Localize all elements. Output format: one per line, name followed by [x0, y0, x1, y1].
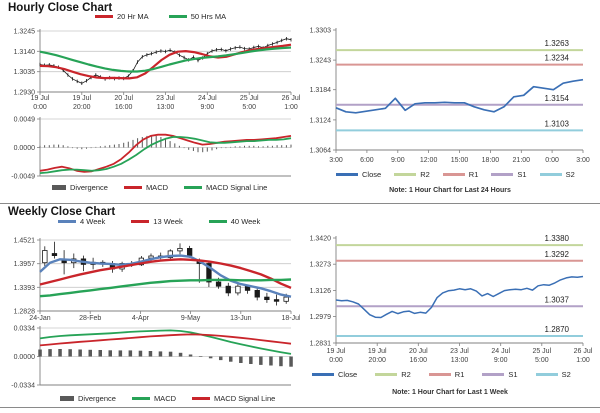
legend-label: MACD Signal Line [206, 183, 268, 192]
legend-swatch [394, 173, 416, 176]
svg-text:0.0049: 0.0049 [13, 116, 35, 124]
svg-text:9:00: 9:00 [390, 157, 405, 164]
legend-swatch [95, 15, 113, 18]
svg-text:13:00: 13:00 [156, 104, 175, 111]
legend-swatch [209, 220, 227, 223]
legend-swatch [132, 397, 150, 400]
svg-text:1.3263: 1.3263 [544, 39, 569, 49]
legend-item-close [312, 370, 357, 379]
svg-text:1.3245: 1.3245 [13, 28, 35, 36]
svg-text:1.3234: 1.3234 [544, 53, 569, 63]
svg-text:18-Jul: 18-Jul [281, 315, 300, 322]
svg-text:26 Jul: 26 Jul [281, 95, 300, 102]
svg-text:16:00: 16:00 [409, 357, 428, 364]
svg-text:1.2979: 1.2979 [309, 314, 331, 322]
legend-item-macd [124, 183, 168, 192]
week-pivot-note: Note: 1 Hour Chart for Last 1 Week [392, 389, 508, 396]
legend-item-13-week [131, 217, 182, 226]
svg-text:20 Jul: 20 Jul [408, 348, 428, 355]
legend-swatch [491, 173, 513, 176]
svg-text:-0.0049: -0.0049 [11, 173, 35, 181]
svg-text:1.3273: 1.3273 [309, 261, 331, 269]
weekly-close-chart-canvas [0, 226, 300, 329]
svg-text:15:00: 15:00 [450, 157, 469, 164]
svg-text:19 Jul: 19 Jul [326, 348, 346, 355]
legend-item-macd-signal-line [192, 394, 275, 403]
svg-text:18:00: 18:00 [481, 157, 500, 164]
legend-label: 50 Hrs MA [190, 12, 227, 21]
legend-item-close [336, 170, 381, 179]
svg-text:-0.0334: -0.0334 [11, 382, 35, 390]
legend-label: MACD [153, 394, 177, 403]
legend-item-r2 [394, 170, 430, 179]
legend-label: S2 [561, 370, 571, 379]
svg-text:9:00: 9:00 [493, 357, 508, 364]
legend-item-s2 [536, 370, 571, 379]
svg-text:24-Jan: 24-Jan [29, 315, 51, 322]
svg-text:0:00: 0:00 [329, 357, 343, 364]
svg-text:1.2831: 1.2831 [309, 340, 331, 348]
svg-text:0:00: 0:00 [33, 104, 47, 111]
section-divider [0, 203, 600, 204]
svg-text:1:00: 1:00 [284, 104, 298, 111]
svg-text:1:00: 1:00 [576, 357, 590, 364]
svg-text:24 Jul: 24 Jul [197, 95, 217, 102]
svg-text:1.3380: 1.3380 [544, 234, 569, 244]
svg-text:13-Jun: 13-Jun [230, 315, 252, 322]
svg-text:26 Jul: 26 Jul [573, 348, 593, 355]
svg-text:1.3393: 1.3393 [13, 284, 35, 292]
svg-text:20:00: 20:00 [73, 104, 91, 111]
legend-item-s1 [491, 170, 526, 179]
weekly-ma-legend [58, 217, 260, 226]
weekly-macd-chart-canvas [0, 320, 300, 397]
legend-item-20-hr-ma [95, 12, 149, 21]
legend-label: Close [362, 170, 382, 179]
svg-text:9-May: 9-May [180, 315, 201, 322]
legend-swatch [536, 373, 558, 376]
weekly-macd-legend [60, 394, 275, 403]
legend-swatch [375, 373, 397, 376]
hourly-close-chart-canvas [0, 22, 300, 123]
svg-text:1.3420: 1.3420 [309, 235, 331, 243]
svg-text:5:00: 5:00 [534, 357, 549, 364]
day-pivot-legend [336, 170, 575, 179]
svg-text:24 Jul: 24 Jul [491, 348, 511, 355]
day-pivot-note: Note: 1 Hour Chart for Last 24 Hours [389, 187, 511, 194]
legend-swatch [540, 173, 562, 176]
legend-swatch [52, 185, 66, 190]
legend-label: 40 Week [230, 217, 261, 226]
legend-swatch [482, 373, 504, 376]
svg-text:20 Jul: 20 Jul [114, 95, 134, 102]
legend-item-50-hrs-ma [169, 12, 226, 21]
svg-text:1.3957: 1.3957 [13, 261, 35, 269]
svg-text:0.0000: 0.0000 [13, 354, 35, 361]
svg-text:4-Apr: 4-Apr [131, 315, 149, 322]
legend-label: MACD Signal Line [214, 394, 276, 403]
svg-text:1.2828: 1.2828 [13, 308, 35, 316]
legend-label: R2 [420, 170, 430, 179]
legend-label: 4 Week [80, 217, 106, 226]
legend-swatch [429, 373, 451, 376]
legend-label: Close [338, 370, 358, 379]
legend-swatch [336, 173, 358, 176]
legend-item-s2 [540, 170, 575, 179]
legend-label: S2 [565, 170, 575, 179]
legend-item-r1 [429, 370, 465, 379]
svg-text:12:00: 12:00 [419, 157, 438, 164]
svg-text:1.3303: 1.3303 [309, 27, 331, 35]
svg-text:28-Feb: 28-Feb [79, 315, 102, 322]
svg-text:6:00: 6:00 [360, 157, 374, 164]
svg-text:1.2930: 1.2930 [13, 89, 35, 97]
svg-text:3:00: 3:00 [576, 157, 590, 164]
legend-label: 13 Week [153, 217, 183, 226]
legend-item-40-week [209, 217, 260, 226]
svg-text:0:00: 0:00 [545, 157, 559, 164]
svg-text:1.3126: 1.3126 [309, 287, 331, 295]
legend-item-divergence [52, 183, 108, 192]
legend-label: MACD [145, 183, 169, 192]
svg-text:9:00: 9:00 [200, 104, 215, 111]
legend-item-4-week [58, 217, 105, 226]
hourly-macd-chart-canvas [0, 112, 300, 189]
legend-item-r1 [443, 170, 479, 179]
svg-text:1.2870: 1.2870 [544, 325, 569, 334]
svg-text:16:00: 16:00 [114, 104, 133, 111]
legend-swatch [169, 15, 187, 18]
svg-text:1.3064: 1.3064 [309, 147, 331, 155]
legend-swatch [58, 220, 76, 223]
svg-text:19 Jul: 19 Jul [72, 95, 92, 102]
svg-text:19 Jul: 19 Jul [367, 348, 387, 355]
svg-text:23 Jul: 23 Jul [156, 95, 175, 102]
legend-label: Divergence [78, 394, 116, 403]
legend-label: R1 [454, 370, 465, 379]
svg-text:3:00: 3:00 [329, 157, 343, 164]
hourly-section-title: Hourly Close Chart [8, 2, 113, 14]
svg-text:0.0000: 0.0000 [13, 145, 35, 152]
svg-text:0.0334: 0.0334 [13, 325, 35, 333]
legend-swatch [184, 186, 202, 189]
svg-text:1.3124: 1.3124 [309, 117, 331, 125]
svg-text:25 Jul: 25 Jul [239, 95, 259, 102]
legend-swatch [312, 373, 334, 376]
legend-item-s1 [482, 370, 517, 379]
svg-text:1.3154: 1.3154 [544, 93, 569, 103]
legend-swatch [192, 397, 210, 400]
legend-label: Divergence [70, 183, 108, 192]
hourly-macd-legend [52, 183, 267, 192]
legend-label: S1 [517, 170, 527, 179]
svg-text:1.3292: 1.3292 [544, 249, 569, 259]
legend-swatch [443, 173, 465, 176]
bottom-divider [0, 407, 600, 408]
legend-label: R1 [468, 170, 479, 179]
legend-item-divergence [60, 394, 116, 403]
svg-text:13:00: 13:00 [450, 357, 469, 364]
svg-text:1.3140: 1.3140 [13, 48, 35, 56]
weekly-section-title: Weekly Close Chart [8, 206, 116, 218]
svg-text:20:00: 20:00 [368, 357, 386, 364]
svg-text:1.4521: 1.4521 [13, 237, 35, 245]
legend-item-macd [132, 394, 176, 403]
legend-label: S1 [508, 370, 518, 379]
legend-label: 20 Hr MA [117, 12, 149, 21]
week-pivot-legend [312, 370, 571, 379]
svg-text:1.3035: 1.3035 [13, 69, 35, 77]
svg-text:1.3103: 1.3103 [544, 119, 569, 129]
svg-text:5:00: 5:00 [242, 104, 257, 111]
svg-text:21:00: 21:00 [512, 157, 531, 164]
legend-swatch [60, 396, 74, 401]
svg-text:1.3243: 1.3243 [309, 57, 331, 65]
legend-item-macd-signal-line [184, 183, 267, 192]
legend-swatch [124, 186, 142, 189]
legend-item-r2 [375, 370, 411, 379]
legend-label: R2 [401, 370, 411, 379]
legend-swatch [131, 220, 149, 223]
svg-text:19 Jul: 19 Jul [30, 95, 50, 102]
hourly-ma-legend [95, 12, 226, 21]
svg-text:1.3184: 1.3184 [309, 87, 331, 95]
svg-text:1.3037: 1.3037 [544, 295, 569, 305]
svg-text:23 Jul: 23 Jul [450, 348, 469, 355]
svg-text:25 Jul: 25 Jul [532, 348, 552, 355]
